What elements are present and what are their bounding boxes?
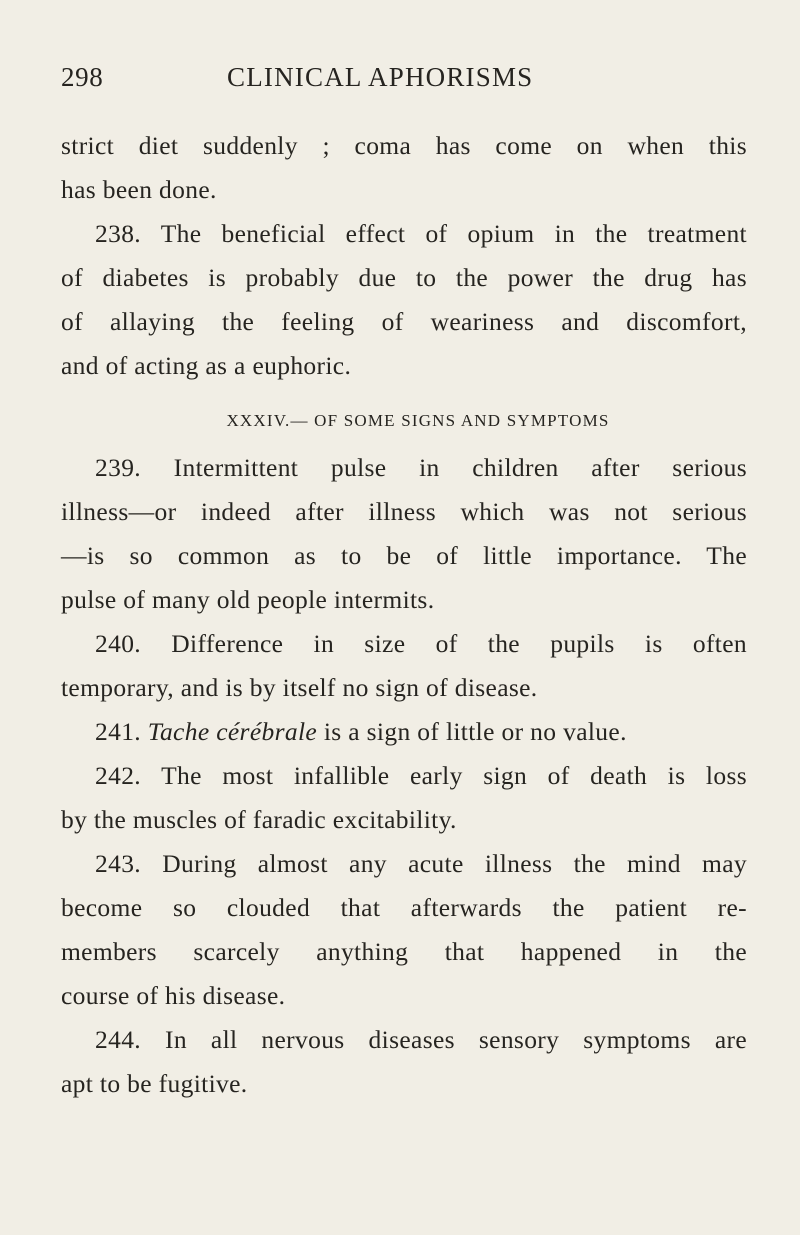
aphorism-242-start: 242. The most infallible early sign of death is loss — [95, 761, 747, 790]
text-line: apt to be fugitive. — [61, 1069, 248, 1098]
aphorism-238-start: 238. The beneficial effect of opium in the treatment — [95, 219, 747, 248]
text-line: become so clouded that afterwards the patient re- — [61, 893, 747, 922]
aphorism-text: is a sign of little or no value. — [323, 717, 627, 746]
text-line: of allaying the feeling of weariness and discomfort, — [61, 307, 747, 336]
text-line: of diabetes is probably due to the power the drug has — [61, 263, 747, 292]
aphorism-244-start: 244. In all nervous diseases sensory symptoms are — [95, 1025, 747, 1054]
aphorism-239-start: 239. Intermittent pulse in children after serious — [95, 453, 747, 482]
text-line: —is so common as to be of little importance. The — [61, 541, 747, 570]
text-line: illness—or indeed after illness which was not serious — [61, 497, 747, 526]
page-number: 298 — [61, 62, 104, 92]
aphorism-243-start: 243. During almost any acute illness the mind may — [95, 849, 747, 878]
page-body — [61, 124, 747, 1106]
aphorism-number: 241. — [95, 717, 142, 746]
text-line: has been done. — [61, 175, 217, 204]
aphorism-241 — [61, 710, 747, 754]
aphorism-240-start: 240. Difference in size of the pupils is often — [95, 629, 747, 658]
text-line: by the muscles of faradic excitability. — [61, 805, 457, 834]
text-line: temporary, and is by itself no sign of disease. — [61, 673, 538, 702]
text-line: pulse of many old people intermits. — [61, 585, 435, 614]
italic-term: Tache cérébrale — [147, 717, 318, 746]
text-line: and of acting as a euphoric. — [61, 351, 352, 380]
text-line: course of his disease. — [61, 981, 286, 1010]
text-line: strict diet suddenly ; coma has come on when this — [61, 131, 747, 160]
text-line: members scarcely anything that happened in the — [61, 937, 747, 966]
page-header — [61, 62, 741, 102]
running-title: CLINICAL APHORISMS — [227, 62, 534, 92]
section-heading: XXXIV.— OF SOME SIGNS AND SYMPTOMS — [226, 411, 610, 430]
